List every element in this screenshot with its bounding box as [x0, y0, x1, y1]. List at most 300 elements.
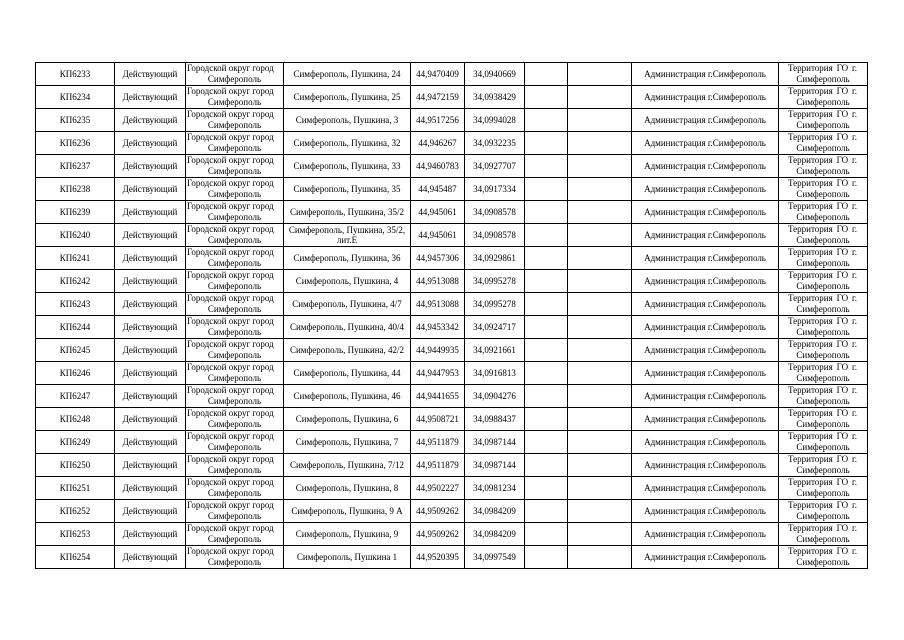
municipality-cell-line-2: Симферополь: [207, 373, 262, 383]
territory-cell-line-1: Территория ГО г.: [788, 293, 857, 303]
address-cell: Симферополь, Пушкина, 42/2: [284, 339, 411, 362]
table-row: [36, 224, 868, 247]
municipality-cell-line-2: Симферополь: [207, 258, 262, 268]
status-cell: Действующий: [115, 362, 186, 385]
municipality-cell-line-1: Городской округ город: [187, 500, 274, 510]
longitude-cell: 34,0929861: [465, 247, 525, 270]
owner-cell: Администрация г.Симферополь: [632, 500, 779, 523]
latitude-cell: 44,9517256: [411, 109, 465, 132]
table-row: [36, 408, 868, 431]
owner-cell: Администрация г.Симферополь: [632, 63, 779, 86]
owner-cell: Администрация г.Симферополь: [632, 523, 779, 546]
municipality-cell: [186, 155, 284, 178]
status-cell: Действующий: [115, 385, 186, 408]
municipality-cell-line-2: Симферополь: [207, 212, 262, 222]
latitude-cell: 44,9457306: [411, 247, 465, 270]
longitude-cell: 34,0984209: [465, 523, 525, 546]
territory-cell-line-2: Симферополь: [796, 488, 850, 498]
empty-cell-2: [568, 155, 632, 178]
municipality-cell: [186, 270, 284, 293]
territory-cell: [779, 201, 868, 224]
latitude-cell: 44,9513088: [411, 293, 465, 316]
owner-cell: Администрация г.Симферополь: [632, 155, 779, 178]
address-cell: Симферополь, Пушкина, 9 А: [284, 500, 411, 523]
territory-cell: [779, 408, 868, 431]
territory-cell-line-2: Симферополь: [796, 235, 850, 245]
municipality-cell-line-1: Городской округ город: [187, 454, 274, 464]
address-cell: Симферополь, Пушкина, 46: [284, 385, 411, 408]
object-code-cell: КП6253: [36, 523, 115, 546]
empty-cell-1: [525, 63, 568, 86]
empty-cell-1: [525, 454, 568, 477]
latitude-cell: 44,9453342: [411, 316, 465, 339]
empty-cell-2: [568, 316, 632, 339]
territory-cell-line-2: Симферополь: [796, 281, 850, 291]
municipality-cell-line-1: Городской округ город: [187, 293, 274, 303]
municipality-cell-line-1: Городской округ город: [187, 316, 274, 326]
municipality-cell-line-1: Городской округ город: [187, 224, 274, 234]
territory-cell-line-2: Симферополь: [796, 373, 850, 383]
territory-cell-line-1: Территория ГО г.: [788, 523, 857, 533]
empty-cell-1: [525, 431, 568, 454]
empty-cell-2: [568, 178, 632, 201]
object-code-cell: КП6244: [36, 316, 115, 339]
owner-cell: Администрация г.Симферополь: [632, 247, 779, 270]
territory-cell-line-1: Территория ГО г.: [788, 86, 857, 96]
municipality-cell-line-2: Симферополь: [207, 120, 262, 130]
territory-cell-line-1: Территория ГО г.: [788, 63, 857, 73]
municipality-cell-line-2: Симферополь: [207, 557, 262, 567]
territory-cell-line-2: Симферополь: [796, 304, 850, 314]
table-row: [36, 155, 868, 178]
status-cell: Действующий: [115, 431, 186, 454]
empty-cell-1: [525, 500, 568, 523]
municipality-cell: [186, 362, 284, 385]
municipality-cell-line-2: Симферополь: [207, 442, 262, 452]
owner-cell: Администрация г.Симферополь: [632, 477, 779, 500]
owner-cell: Администрация г.Симферополь: [632, 270, 779, 293]
municipality-cell: [186, 178, 284, 201]
territory-cell-line-2: Симферополь: [796, 557, 850, 567]
territory-cell: [779, 155, 868, 178]
status-cell: Действующий: [115, 316, 186, 339]
territory-cell-line-2: Симферополь: [796, 465, 850, 475]
owner-cell: Администрация г.Симферополь: [632, 431, 779, 454]
empty-cell-1: [525, 270, 568, 293]
longitude-cell: 34,0924717: [465, 316, 525, 339]
territory-cell-line-1: Территория ГО г.: [788, 270, 857, 280]
latitude-cell: 44,945061: [411, 201, 465, 224]
longitude-cell: 34,0916813: [465, 362, 525, 385]
table-row: [36, 546, 868, 569]
municipality-cell: [186, 523, 284, 546]
longitude-cell: 34,0987144: [465, 454, 525, 477]
longitude-cell: 34,0995278: [465, 270, 525, 293]
latitude-cell: 44,9511879: [411, 431, 465, 454]
table-row: [36, 454, 868, 477]
territory-cell-line-1: Территория ГО г.: [788, 109, 857, 119]
latitude-cell: 44,9502227: [411, 477, 465, 500]
territory-cell: [779, 293, 868, 316]
owner-cell: Администрация г.Симферополь: [632, 408, 779, 431]
longitude-cell: 34,0997549: [465, 546, 525, 569]
territory-cell-line-2: Симферополь: [796, 166, 850, 176]
address-cell: Симферополь, Пушкина, 4: [284, 270, 411, 293]
municipality-cell-line-1: Городской округ город: [187, 270, 274, 280]
latitude-cell: 44,9441655: [411, 385, 465, 408]
empty-cell-2: [568, 385, 632, 408]
territory-cell-line-1: Территория ГО г.: [788, 408, 857, 418]
object-code-cell: КП6237: [36, 155, 115, 178]
empty-cell-2: [568, 362, 632, 385]
empty-cell-1: [525, 385, 568, 408]
territory-cell: [779, 339, 868, 362]
territory-cell-line-1: Территория ГО г.: [788, 224, 857, 234]
empty-cell-2: [568, 247, 632, 270]
municipality-cell-line-2: Симферополь: [207, 396, 262, 406]
municipality-cell-line-1: Городской округ город: [187, 362, 274, 372]
municipality-cell: [186, 408, 284, 431]
object-code-cell: КП6247: [36, 385, 115, 408]
table-row: [36, 63, 868, 86]
empty-cell-1: [525, 293, 568, 316]
latitude-cell: 44,9508721: [411, 408, 465, 431]
territory-cell-line-1: Территория ГО г.: [788, 316, 857, 326]
status-cell: Действующий: [115, 523, 186, 546]
municipality-cell: [186, 385, 284, 408]
owner-cell: Администрация г.Симферополь: [632, 224, 779, 247]
address-cell: Симферополь, Пушкина, 40/4: [284, 316, 411, 339]
table-row: [36, 247, 868, 270]
address-cell: Симферополь, Пушкина, 35/2: [284, 201, 411, 224]
municipality-cell: [186, 109, 284, 132]
municipality-cell-line-2: Симферополь: [207, 97, 262, 107]
status-cell: Действующий: [115, 63, 186, 86]
municipality-cell-line-1: Городской округ город: [187, 477, 274, 487]
status-cell: Действующий: [115, 477, 186, 500]
territory-cell-line-1: Территория ГО г.: [788, 339, 857, 349]
empty-cell-1: [525, 178, 568, 201]
municipality-cell-line-2: Симферополь: [207, 143, 262, 153]
owner-cell: Администрация г.Симферополь: [632, 385, 779, 408]
longitude-cell: 34,0988437: [465, 408, 525, 431]
table-row: [36, 362, 868, 385]
status-cell: Действующий: [115, 247, 186, 270]
status-cell: Действующий: [115, 293, 186, 316]
empty-cell-2: [568, 339, 632, 362]
empty-cell-1: [525, 201, 568, 224]
territory-cell: [779, 500, 868, 523]
municipality-cell-line-2: Симферополь: [207, 304, 262, 314]
municipality-cell-line-1: Городской округ город: [187, 385, 274, 395]
empty-cell-2: [568, 500, 632, 523]
address-cell: Симферополь, Пушкина, 6: [284, 408, 411, 431]
municipality-cell-line-1: Городской округ город: [187, 155, 274, 165]
territory-cell-line-1: Территория ГО г.: [788, 431, 857, 441]
owner-cell: Администрация г.Симферополь: [632, 339, 779, 362]
empty-cell-2: [568, 477, 632, 500]
object-code-cell: КП6241: [36, 247, 115, 270]
territory-cell: [779, 109, 868, 132]
municipality-cell-line-1: Городской округ город: [187, 109, 274, 119]
empty-cell-2: [568, 270, 632, 293]
territory-cell: [779, 316, 868, 339]
territory-cell-line-1: Территория ГО г.: [788, 385, 857, 395]
latitude-cell: 44,946267: [411, 132, 465, 155]
municipality-cell-line-1: Городской округ город: [187, 247, 274, 257]
address-cell: Симферополь, Пушкина, 24: [284, 63, 411, 86]
empty-cell-1: [525, 339, 568, 362]
owner-cell: Администрация г.Симферополь: [632, 362, 779, 385]
status-cell: Действующий: [115, 155, 186, 178]
address-cell: Симферополь, Пушкина, 25: [284, 86, 411, 109]
empty-cell-2: [568, 109, 632, 132]
municipality-cell-line-2: Симферополь: [207, 350, 262, 360]
municipality-cell-line-2: Симферополь: [207, 465, 262, 475]
longitude-cell: 34,0938429: [465, 86, 525, 109]
owner-cell: Администрация г.Симферополь: [632, 293, 779, 316]
empty-cell-2: [568, 201, 632, 224]
territory-cell: [779, 523, 868, 546]
territory-cell: [779, 454, 868, 477]
longitude-cell: 34,0908578: [465, 224, 525, 247]
territory-cell: [779, 385, 868, 408]
municipality-cell: [186, 132, 284, 155]
territory-cell-line-2: Симферополь: [796, 396, 850, 406]
table-row: [36, 316, 868, 339]
empty-cell-1: [525, 408, 568, 431]
address-cell: Симферополь, Пушкина, 44: [284, 362, 411, 385]
longitude-cell: 34,0927707: [465, 155, 525, 178]
address-cell: Симферополь, Пушкина 1: [284, 546, 411, 569]
table-body: [36, 63, 868, 569]
table-row: [36, 500, 868, 523]
object-code-cell: КП6233: [36, 63, 115, 86]
municipality-cell-line-2: Симферополь: [207, 281, 262, 291]
object-code-cell: КП6251: [36, 477, 115, 500]
municipality-cell: [186, 63, 284, 86]
municipality-cell: [186, 454, 284, 477]
municipality-cell-line-2: Симферополь: [207, 419, 262, 429]
latitude-cell: 44,9449935: [411, 339, 465, 362]
latitude-cell: 44,9509262: [411, 500, 465, 523]
longitude-cell: 34,0917334: [465, 178, 525, 201]
table-row: [36, 86, 868, 109]
address-cell: Симферополь, Пушкина, 8: [284, 477, 411, 500]
object-code-cell: КП6246: [36, 362, 115, 385]
address-cell: Симферополь, Пушкина, 3: [284, 109, 411, 132]
municipality-cell: [186, 477, 284, 500]
owner-cell: Администрация г.Симферополь: [632, 86, 779, 109]
latitude-cell: 44,9511879: [411, 454, 465, 477]
object-code-cell: КП6248: [36, 408, 115, 431]
municipality-cell: [186, 431, 284, 454]
longitude-cell: 34,0921661: [465, 339, 525, 362]
address-cell: Симферополь, Пушкина, 35: [284, 178, 411, 201]
address-cell: Симферополь, Пушкина, 32: [284, 132, 411, 155]
territory-cell-line-2: Симферополь: [796, 189, 850, 199]
address-cell: Симферополь, Пушкина, 35/2, лит.Е: [284, 224, 411, 247]
address-cell: Симферополь, Пушкина, 9: [284, 523, 411, 546]
table-row: [36, 523, 868, 546]
latitude-cell: 44,945487: [411, 178, 465, 201]
municipality-cell-line-1: Городской округ город: [187, 63, 274, 73]
table-row: [36, 109, 868, 132]
status-cell: Действующий: [115, 224, 186, 247]
longitude-cell: 34,0995278: [465, 293, 525, 316]
municipality-cell-line-2: Симферополь: [207, 166, 262, 176]
territory-cell: [779, 270, 868, 293]
latitude-cell: 44,945061: [411, 224, 465, 247]
territory-cell: [779, 362, 868, 385]
territory-cell: [779, 63, 868, 86]
latitude-cell: 44,9472159: [411, 86, 465, 109]
territory-cell-line-2: Симферополь: [796, 419, 850, 429]
empty-cell-1: [525, 224, 568, 247]
status-cell: Действующий: [115, 408, 186, 431]
latitude-cell: 44,9447953: [411, 362, 465, 385]
address-cell: Симферополь, Пушкина, 7: [284, 431, 411, 454]
owner-cell: Администрация г.Симферополь: [632, 109, 779, 132]
longitude-cell: 34,0987144: [465, 431, 525, 454]
territory-cell-line-1: Территория ГО г.: [788, 178, 857, 188]
longitude-cell: 34,0994028: [465, 109, 525, 132]
object-code-cell: КП6242: [36, 270, 115, 293]
empty-cell-2: [568, 132, 632, 155]
municipality-cell-line-1: Городской округ город: [187, 178, 274, 188]
object-code-cell: КП6238: [36, 178, 115, 201]
municipality-cell-line-2: Симферополь: [207, 327, 262, 337]
status-cell: Действующий: [115, 270, 186, 293]
empty-cell-2: [568, 408, 632, 431]
latitude-cell: 44,9470409: [411, 63, 465, 86]
status-cell: Действующий: [115, 178, 186, 201]
municipality-cell-line-2: Симферополь: [207, 488, 262, 498]
status-cell: Действующий: [115, 454, 186, 477]
owner-cell: Администрация г.Симферополь: [632, 454, 779, 477]
empty-cell-1: [525, 362, 568, 385]
status-cell: Действующий: [115, 132, 186, 155]
municipality-cell: [186, 293, 284, 316]
object-code-cell: КП6243: [36, 293, 115, 316]
municipality-cell-line-2: Симферополь: [207, 511, 262, 521]
territory-cell-line-2: Симферополь: [796, 212, 850, 222]
owner-cell: Администрация г.Симферополь: [632, 546, 779, 569]
table-row: [36, 132, 868, 155]
territory-cell: [779, 224, 868, 247]
object-code-cell: КП6249: [36, 431, 115, 454]
empty-cell-1: [525, 247, 568, 270]
empty-cell-1: [525, 86, 568, 109]
empty-cell-2: [568, 63, 632, 86]
object-code-cell: КП6239: [36, 201, 115, 224]
longitude-cell: 34,0932235: [465, 132, 525, 155]
municipality-cell: [186, 546, 284, 569]
municipality-cell-line-1: Городской округ город: [187, 431, 274, 441]
territory-cell-line-1: Территория ГО г.: [788, 454, 857, 464]
longitude-cell: 34,0981234: [465, 477, 525, 500]
municipality-cell: [186, 247, 284, 270]
empty-cell-2: [568, 86, 632, 109]
status-cell: Действующий: [115, 109, 186, 132]
territory-cell-line-2: Симферополь: [796, 258, 850, 268]
municipality-cell: [186, 339, 284, 362]
empty-cell-2: [568, 224, 632, 247]
territory-cell: [779, 178, 868, 201]
table-row: [36, 293, 868, 316]
empty-cell-1: [525, 477, 568, 500]
longitude-cell: 34,0984209: [465, 500, 525, 523]
territory-cell: [779, 477, 868, 500]
municipality-cell-line-1: Городской округ город: [187, 339, 274, 349]
municipality-cell: [186, 224, 284, 247]
empty-cell-1: [525, 546, 568, 569]
address-cell: Симферополь, Пушкина, 33: [284, 155, 411, 178]
owner-cell: Администрация г.Симферополь: [632, 132, 779, 155]
address-cell: Симферополь, Пушкина, 4/7: [284, 293, 411, 316]
municipality-cell: [186, 316, 284, 339]
empty-cell-1: [525, 132, 568, 155]
territory-cell-line-1: Территория ГО г.: [788, 132, 857, 142]
latitude-cell: 44,9513088: [411, 270, 465, 293]
territory-cell-line-1: Территория ГО г.: [788, 546, 857, 556]
territory-cell-line-2: Симферополь: [796, 442, 850, 452]
status-cell: Действующий: [115, 86, 186, 109]
municipality-cell-line-2: Симферополь: [207, 534, 262, 544]
empty-cell-2: [568, 523, 632, 546]
territory-cell-line-2: Симферополь: [796, 327, 850, 337]
territory-cell-line-2: Симферополь: [796, 143, 850, 153]
latitude-cell: 44,9520395: [411, 546, 465, 569]
territory-cell-line-2: Симферополь: [796, 120, 850, 130]
territory-cell-line-2: Симферополь: [796, 534, 850, 544]
territory-cell-line-2: Симферополь: [796, 74, 850, 84]
table-row: [36, 431, 868, 454]
status-cell: Действующий: [115, 500, 186, 523]
territory-cell: [779, 86, 868, 109]
municipality-cell: [186, 500, 284, 523]
table-row: [36, 385, 868, 408]
address-cell: Симферополь, Пушкина, 7/12: [284, 454, 411, 477]
object-code-cell: КП6252: [36, 500, 115, 523]
status-cell: Действующий: [115, 339, 186, 362]
territory-cell-line-1: Территория ГО г.: [788, 477, 857, 487]
territory-cell-line-1: Территория ГО г.: [788, 247, 857, 257]
table-row: [36, 339, 868, 362]
territory-cell: [779, 132, 868, 155]
table-row: [36, 270, 868, 293]
table-row: [36, 178, 868, 201]
empty-cell-1: [525, 155, 568, 178]
municipality-cell-line-1: Городской округ город: [187, 523, 274, 533]
object-code-cell: КП6245: [36, 339, 115, 362]
status-cell: Действующий: [115, 201, 186, 224]
territory-cell-line-2: Симферополь: [796, 350, 850, 360]
longitude-cell: 34,0908578: [465, 201, 525, 224]
territory-cell: [779, 546, 868, 569]
municipality-cell-line-1: Городской округ город: [187, 132, 274, 142]
territory-cell-line-1: Территория ГО г.: [788, 201, 857, 211]
longitude-cell: 34,0904276: [465, 385, 525, 408]
owner-cell: Администрация г.Симферополь: [632, 316, 779, 339]
municipality-cell-line-2: Симферополь: [207, 189, 262, 199]
owner-cell: Администрация г.Симферополь: [632, 178, 779, 201]
territory-cell: [779, 431, 868, 454]
territory-cell: [779, 247, 868, 270]
empty-cell-1: [525, 316, 568, 339]
table-row: [36, 201, 868, 224]
municipality-cell-line-1: Городской округ город: [187, 546, 274, 556]
